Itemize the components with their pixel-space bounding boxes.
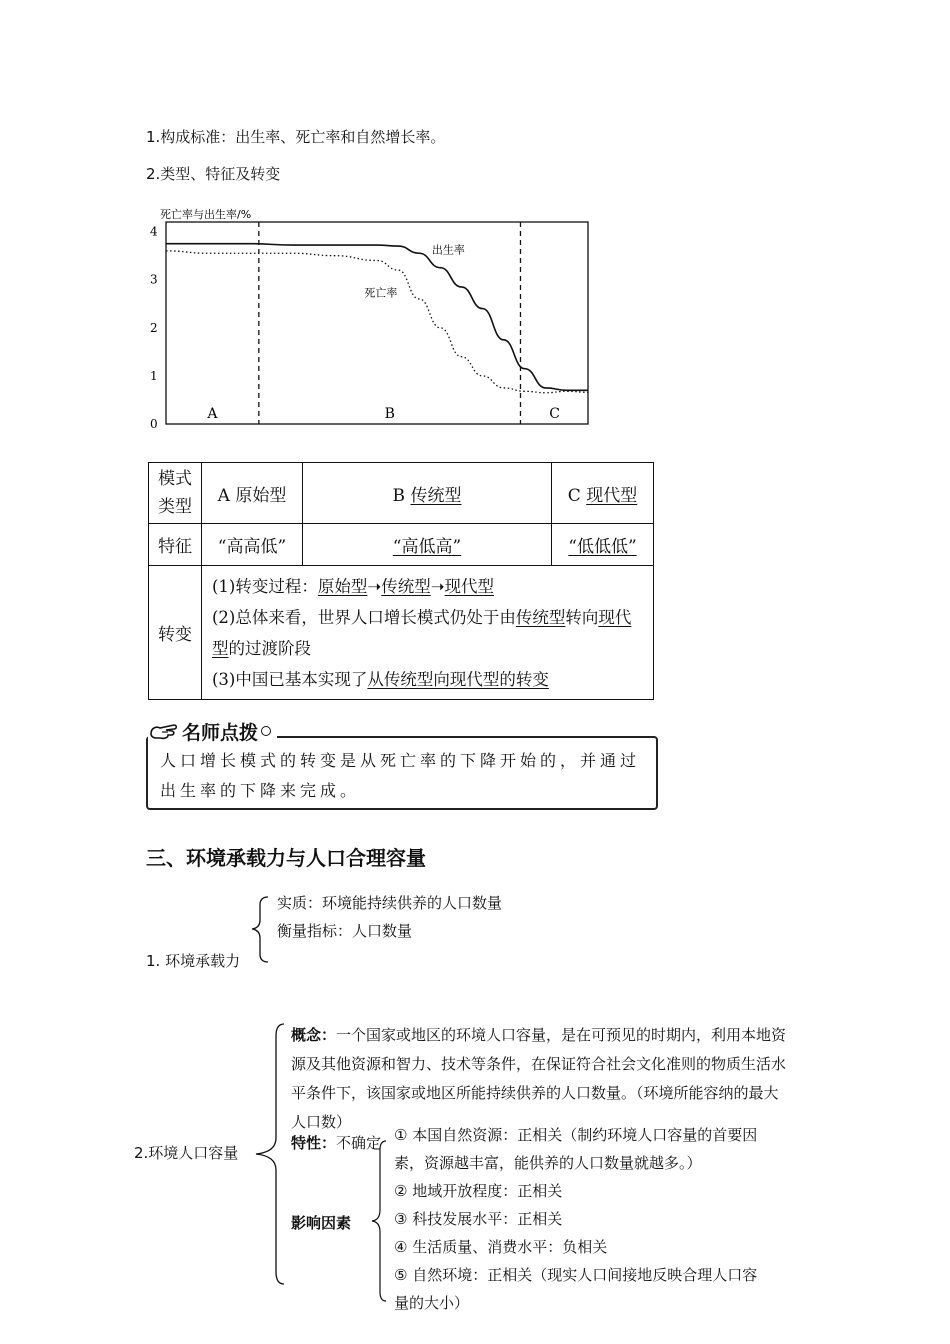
carrying-essence: 实质：环境能持续供养的人口数量: [277, 894, 503, 912]
arrow-icon: ➝: [367, 576, 382, 596]
y-axis-label: 死亡率与出生率/%: [160, 208, 252, 221]
col-a: A 原始型: [202, 463, 303, 524]
section-3-heading: 三、环境承载力与人口合理容量: [146, 846, 426, 870]
concept-block: 概念：一个国家或地区的环境人口容量，是在可预见的时期内，利用本地资 源及其他资源和智力、技术等条件，在保证符合社会文化准则的物质生活水 平条件下，该国家或地区所能持续供养的人口数量。（环境所能容纳的最大 人口数）: [291, 1026, 787, 1131]
y-tick-label: 3: [150, 272, 158, 287]
stage-label: B: [384, 406, 395, 422]
list-item: 量的大小）: [394, 1294, 470, 1312]
series-label-birth: 出生率: [431, 243, 465, 257]
carrying-capacity-label: 1. 环境承载力: [146, 952, 241, 970]
arrow-icon: ➝: [430, 576, 445, 596]
list-item: 素，资源越丰富，能供养的人口数量就越多。）: [394, 1154, 702, 1172]
table-row: [149, 463, 654, 524]
birth-rate-line: [166, 244, 588, 391]
large-brace-icon: [250, 1020, 290, 1288]
death-rate-line: [166, 251, 588, 393]
carrying-indicator: 衡量指标：人口数量: [277, 922, 413, 940]
factor-list: [392, 1121, 757, 1317]
plot-frame: [166, 222, 588, 424]
item-1-criteria: 1.构成标准：出生率、死亡率和自然增长率。: [146, 128, 446, 146]
change-line-3: (3)中国已基本实现了从传统型向现代型的转变: [212, 669, 549, 689]
feature-a: “高高低”: [202, 524, 303, 566]
list-item: ① 本国自然资源：正相关（制约环境人口容量的首要因: [394, 1126, 758, 1144]
list-item: ② 地域开放程度：正相关: [394, 1182, 563, 1200]
feature-c: “低低低”: [552, 524, 654, 566]
change-content: [202, 566, 654, 700]
change-line-1: (1)转变过程：原始型➝传统型➝现代型: [212, 576, 495, 596]
change-line-2: (2)总体来看，世界人口增长模式仍处于由传统型转向现代型的过渡阶段: [212, 607, 632, 658]
series-label-death: 死亡率: [364, 286, 398, 300]
col-c: C 现代型: [552, 463, 654, 524]
y-tick-label: 2: [150, 320, 158, 335]
factor-heading: 影响因素: [291, 1214, 352, 1232]
feature-b: “高低高”: [303, 524, 552, 566]
row-header-feature: 特征: [149, 524, 202, 566]
factor-brace-icon: [368, 1138, 390, 1304]
item-2-types: 2.类型、特征及转变: [146, 165, 281, 183]
list-item: ⑤ 自然环境：正相关（现实人口间接地反映合理人口容: [394, 1266, 758, 1284]
y-tick-label: 4: [150, 224, 158, 239]
stage-label: C: [549, 406, 560, 422]
tip-title: 名师点拨: [182, 721, 259, 744]
brace-icon: [248, 894, 274, 966]
table-row: [149, 524, 654, 566]
tip-header: [148, 719, 277, 743]
row-header-mode: 模式类型: [149, 463, 202, 524]
pointing-hand-icon: [148, 720, 182, 742]
list-item: ④ 生活质量、消费水平：负相关: [394, 1238, 608, 1256]
stage-label: A: [207, 406, 218, 422]
trait-line: 特性：不确定: [291, 1134, 381, 1152]
population-mode-table: [148, 462, 654, 700]
row-header-change: 转变: [149, 566, 202, 700]
list-item: ③ 科技发展水平：正相关: [394, 1210, 563, 1228]
tip-circle-icon: [261, 726, 271, 736]
population-transition-chart: [140, 200, 600, 432]
y-tick-label: 0: [150, 417, 158, 431]
table-row: [149, 566, 654, 700]
col-b: B 传统型: [303, 463, 552, 524]
y-tick-label: 1: [150, 368, 158, 383]
teacher-tip-box: [146, 736, 658, 810]
tip-text: 人口增长模式的转变是从死亡率的下降开始的，并通过 出生率的下降来完成。: [160, 751, 641, 800]
pop-capacity-label: 2.环境人口容量: [134, 1144, 239, 1162]
